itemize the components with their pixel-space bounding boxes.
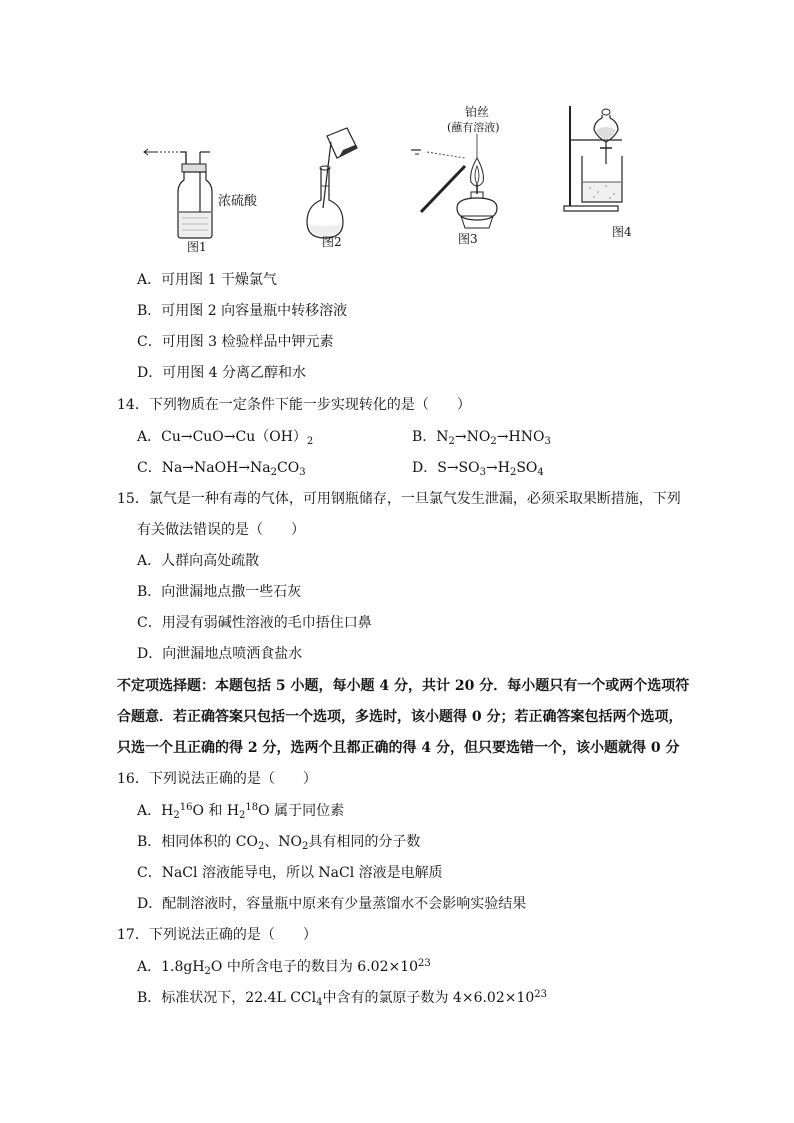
q17-b-p2: 中含有的氯原子数为 4×6.02×10 <box>322 990 535 1006</box>
q15-option-b: B．向泄漏地点撒一些石灰 <box>137 584 302 600</box>
q17-a-p1: A．1.8gH <box>137 959 205 975</box>
q16-a-p2: O 和 H <box>192 803 240 819</box>
q16-option-a <box>137 802 344 820</box>
q14-b-s2: 2 <box>490 436 497 447</box>
q13-option-d: D．可用图 4 分离乙醇和水 <box>137 365 307 381</box>
volumetric-flask-diagram <box>295 100 375 250</box>
q16-a-sup1: 16 <box>179 802 193 813</box>
q14-d-s3: 4 <box>537 467 544 478</box>
fig3-annotation-line2: (蘸有溶液) <box>447 121 500 134</box>
figure-1-gas-washing-bottle <box>140 100 270 254</box>
q17-a-s1: 2 <box>204 966 211 977</box>
q17-b-s1: 4 <box>316 997 323 1008</box>
q15-option-d: D．向泄漏地点喷洒食盐水 <box>137 646 303 662</box>
fig1-label: 图1 <box>187 240 207 254</box>
q17-option-b <box>137 989 547 1007</box>
q14-a-sub: 2 <box>306 436 314 447</box>
q14-d-p1: D．S→SO <box>412 460 480 476</box>
q16-option-c: C．NaCl 溶液能导电，所以 NaCl 溶液是电解质 <box>137 865 443 881</box>
q15-stem-line2: 有关做法错误的是（ ） <box>137 522 305 538</box>
q16-a-sup2: 18 <box>245 802 259 813</box>
figure-3-flame-test <box>405 100 555 250</box>
q14-c-s2: 3 <box>299 467 306 478</box>
q17-option-a <box>137 958 431 976</box>
q13-option-c: C．可用图 3 检验样品中钾元素 <box>137 334 334 350</box>
q17-b-p1: B．标准状况下，22.4L CCl <box>137 990 317 1006</box>
q14-b-p3: →HNO <box>496 429 545 445</box>
section-instruction-line1: 不定项选择题：本题包括 5 小题，每小题 4 分，共计 20 分．每小题只有一个或两个选项符 <box>117 678 690 694</box>
q14-b-s3: 3 <box>544 436 551 447</box>
q16-b-p1: B．相同体积的 CO <box>137 834 258 850</box>
q14-c-s1: 2 <box>270 467 278 478</box>
separatory-funnel-diagram <box>560 100 660 220</box>
q14-c-p1: C．Na→NaOH→Na <box>137 460 271 476</box>
q15-stem-line1: 15．氯气是一种有毒的气体，可用钢瓶储存，一旦氯气发生泄漏，必须采取果断措施，下列 <box>117 491 681 507</box>
q14-stem: 14．下列物质在一定条件下能一步实现转化的是（ ） <box>117 397 471 413</box>
q14-option-a <box>137 428 313 446</box>
q14-a-text: A．Cu→CuO→Cu（OH） <box>137 429 307 445</box>
q14-d-p3: SO <box>516 460 538 476</box>
q16-stem: 16．下列说法正确的是（ ） <box>117 771 317 787</box>
section-instruction-line2: 合题意．若正确答案只包括一个选项，多选时，该小题得 0 分；若正确答案包括两个选项， <box>117 709 683 725</box>
q17-a-sup: 23 <box>418 958 431 969</box>
q14-d-p2: →H <box>486 460 510 476</box>
figure-2-volumetric-flask <box>295 100 375 250</box>
gas-washing-bottle-diagram <box>140 100 270 250</box>
q16-a-p3: O 属于同位素 <box>258 803 345 819</box>
q14-d-s2: 2 <box>509 467 517 478</box>
q14-option-b <box>412 428 551 446</box>
q16-b-p3: 具有相同的分子数 <box>308 834 421 850</box>
q14-option-d <box>412 459 544 477</box>
q17-stem: 17．下列说法正确的是（ ） <box>117 927 317 943</box>
q14-b-p1: B．N <box>412 429 449 445</box>
q16-b-p2: 、NO <box>264 834 303 850</box>
q14-d-s1: 3 <box>479 467 486 478</box>
q16-a-s2: 2 <box>239 810 246 821</box>
q16-b-s1: 2 <box>257 841 265 852</box>
fig1-annotation: 浓硫酸 <box>218 194 258 209</box>
q17-b-sup: 23 <box>534 989 548 1000</box>
fig2-label: 图2 <box>322 235 342 249</box>
fig3-annotation-line1: 铂丝 <box>465 105 490 119</box>
q16-a-p1: A．H <box>137 803 174 819</box>
q13-option-b: B．可用图 2 向容量瓶中转移溶液 <box>137 303 348 319</box>
section-instruction-line3: 只选一个且正确的得 2 分，选两个且都正确的得 4 分，但只要选错一个，该小题就得 0 分 <box>117 740 680 756</box>
figures-row <box>130 100 670 260</box>
q15-option-c: C．用浸有弱碱性溶液的毛巾捂住口鼻 <box>137 615 372 631</box>
q14-option-c <box>137 459 306 477</box>
q14-b-s1: 2 <box>448 436 455 447</box>
q16-a-s1: 2 <box>173 810 180 821</box>
q14-b-p2: →NO <box>454 429 491 445</box>
fig3-label: 图3 <box>458 232 478 246</box>
q16-option-d: D．配制溶液时，容量瓶中原来有少量蒸馏水不会影响实验结果 <box>137 896 527 912</box>
fig4-label: 图4 <box>612 225 632 239</box>
q13-option-a: A．可用图 1 干燥氯气 <box>137 272 277 288</box>
q16-option-b <box>137 833 420 851</box>
q15-option-a: A．人群向高处疏散 <box>137 553 260 569</box>
q16-b-s2: 2 <box>302 841 309 852</box>
q14-c-p2: CO <box>277 460 300 476</box>
q17-a-p2: O 中所含电子的数目为 6.02×10 <box>210 959 419 975</box>
figure-4-separatory-funnel <box>560 100 660 239</box>
